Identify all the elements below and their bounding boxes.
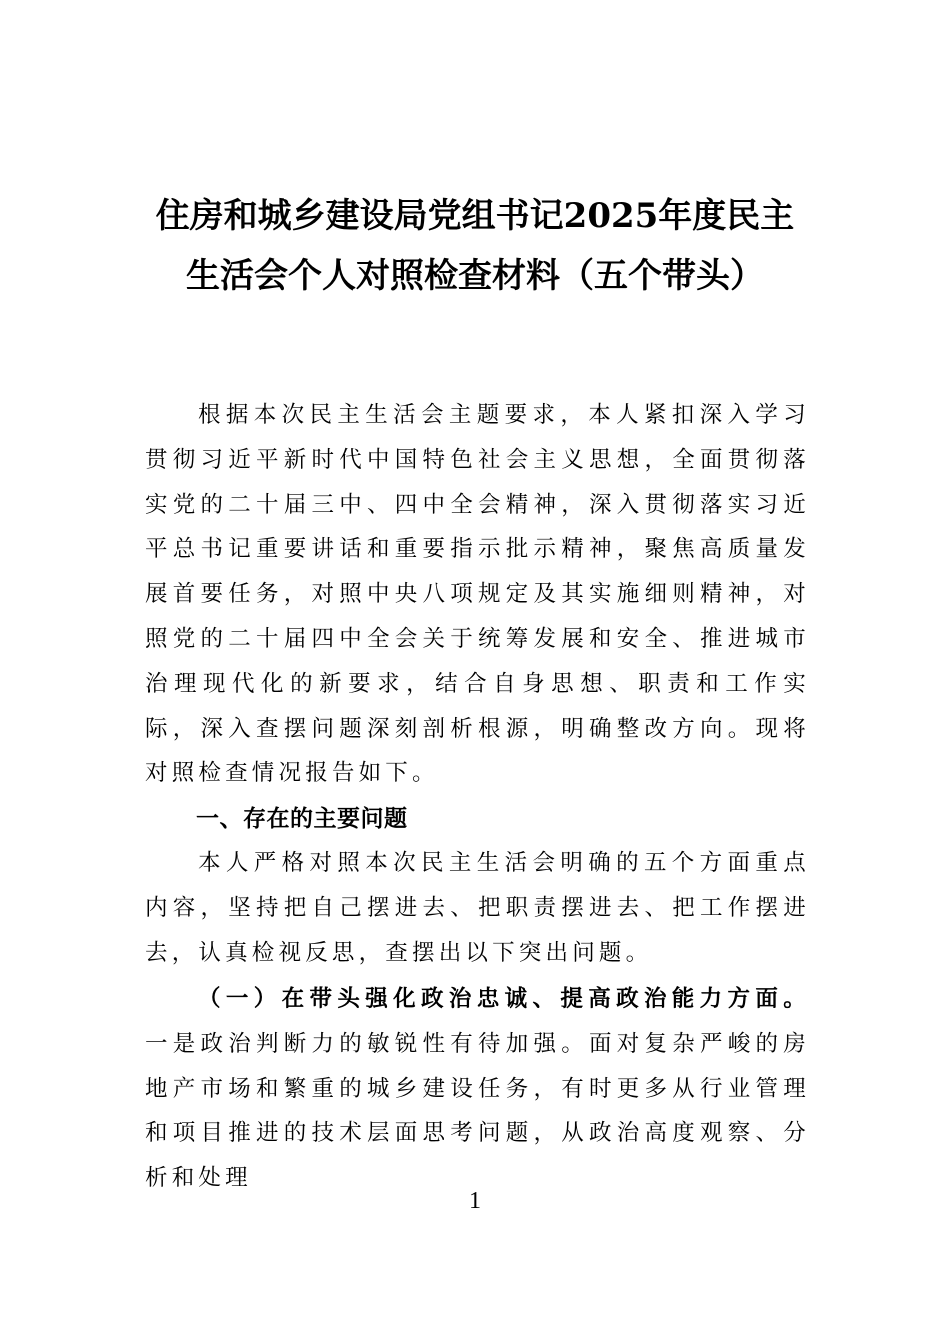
document-title-line-2: 生活会个人对照检查材料（五个带头） xyxy=(186,256,764,296)
page-number: 1 xyxy=(469,1188,481,1214)
section-heading-1: 一、存在的主要问题 xyxy=(196,806,408,832)
section-1-paragraph: 本人严格对照本次民主生活会明确的五个方面重点内容，坚持把自己摆进去、把职责摆进去、把工作摆进去，认真检视反思，查摆出以下突出问题。 xyxy=(145,850,810,966)
subsection-1-lead: （一）在带头强化政治忠诚、提高政治能力方面。 xyxy=(198,986,810,1012)
subsection-1-text: 一是政治判断力的敏锐性有待加强。面对复杂严峻的房地产市场和繁重的城乡建设任务，有时更多从行业管理和项目推进的技术层面思考问题，从政治高度观察、分析和处理 xyxy=(145,1030,810,1192)
intro-paragraph: 根据本次民主生活会主题要求，本人紧扣深入学习贯彻习近平新时代中国特色社会主义思想，全面贯彻落实党的二十届三中、四中全会精神，深入贯彻落实习近平总书记重要讲话和重要指示批示精神，聚焦高质量发展首要任务，对照中央八项规定及其实施细则精神，对照党的二十届四中全会关于统筹发展和安全、推进城市治理现代化的新要求，结合自身思想、职责和工作实际，深入查摆问题深刻剖析根源，明确整改方向。现将对照检查情况报告如下。 xyxy=(145,402,810,787)
subsection-1-paragraph xyxy=(145,977,810,1201)
document-title-line-1: 住房和城乡建设局党组书记2025年度民主 xyxy=(155,196,795,236)
